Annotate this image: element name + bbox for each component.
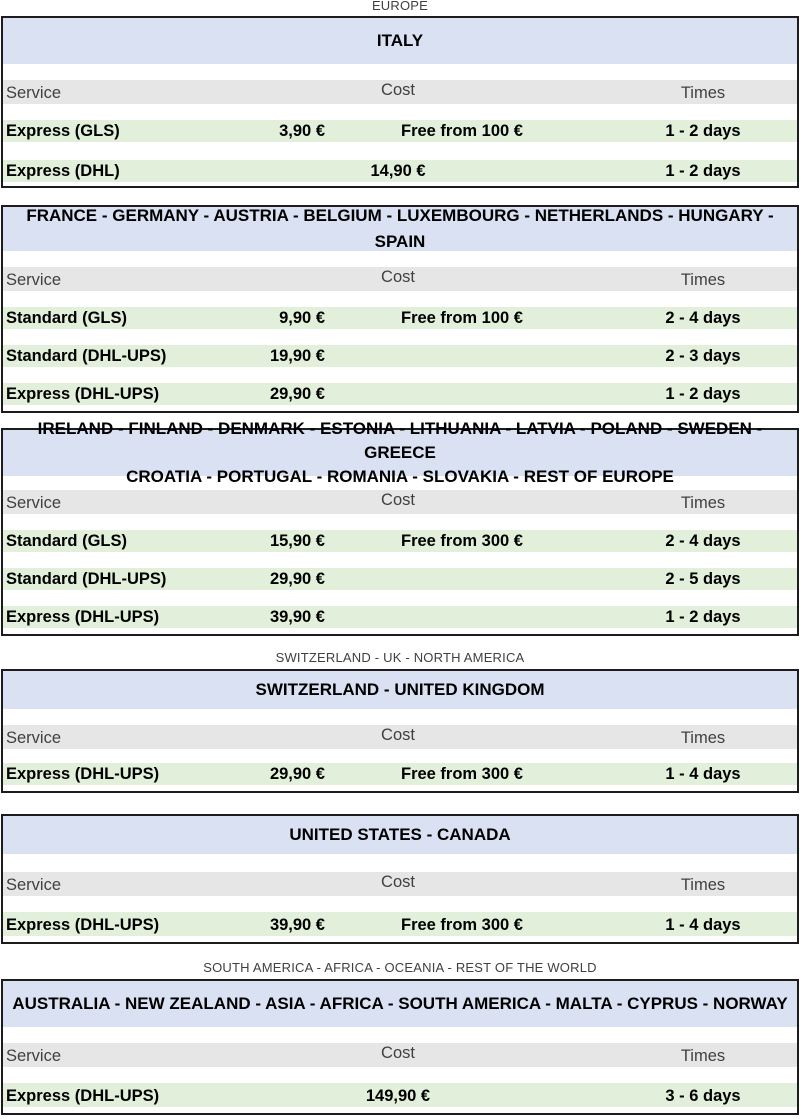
- row-service: Standard (GLS): [6, 309, 128, 327]
- table-title: ITALY: [3, 18, 797, 64]
- row-service: Express (GLS): [6, 122, 120, 140]
- table-header-row: [3, 490, 797, 514]
- header-times: Times: [680, 729, 726, 747]
- table-header-row: [3, 725, 797, 749]
- header-times: Times: [680, 494, 726, 512]
- header-cost: Cost: [381, 268, 415, 286]
- table-title: IRELAND - FINLAND - DENMARK - ESTONIA - LITHUANIA - LATVIA - POLAND - SWEDEN - GREECE CROATIA - PORTUGAL - ROMANIA - SLOVAKIA - REST OF EUROPE: [3, 430, 797, 476]
- shipping-table-eu-group-2: [1, 419, 799, 636]
- row-service: Express (DHL-UPS): [6, 385, 160, 403]
- row-free-threshold: Free from 100 €: [401, 122, 523, 140]
- region-label-switzerland-uk-north-america: SWITZERLAND - UK - NORTH AMERICA: [275, 650, 525, 665]
- row-times: 2 - 5 days: [665, 570, 741, 588]
- row-times: 1 - 2 days: [665, 385, 741, 403]
- row-times: 1 - 4 days: [665, 916, 741, 934]
- shipping-table-switzerland-uk: [1, 669, 799, 793]
- table-title: SWITZERLAND - UNITED KINGDOM: [3, 671, 797, 709]
- row-service: Express (DHL-UPS): [6, 608, 160, 626]
- row-free-threshold: Free from 300 €: [401, 916, 523, 934]
- table-row: [3, 568, 797, 590]
- row-price: 29,90 €: [269, 570, 325, 588]
- row-price: 29,90 €: [269, 385, 325, 403]
- table-row: [3, 120, 797, 142]
- table-row: [3, 763, 797, 785]
- row-service: Express (DHL-UPS): [6, 916, 160, 934]
- row-price: 15,90 €: [269, 532, 325, 550]
- header-times: Times: [680, 271, 726, 289]
- row-price: 39,90 €: [269, 608, 325, 626]
- region-label-rest-of-world: SOUTH AMERICA - AFRICA - OCEANIA - REST OF THE WORLD: [203, 960, 597, 975]
- shipping-table-rest-of-world: [1, 979, 799, 1115]
- table-row: [3, 912, 797, 936]
- table-title: UNITED STATES - CANADA: [3, 816, 797, 854]
- region-label-europe: EUROPE: [371, 0, 429, 13]
- row-service: Express (DHL): [6, 162, 120, 180]
- row-free-threshold: Free from 300 €: [401, 532, 523, 550]
- header-cost: Cost: [381, 873, 415, 891]
- table-row: [3, 383, 797, 405]
- header-cost: Cost: [381, 1044, 415, 1062]
- row-service: Standard (DHL-UPS): [6, 347, 167, 365]
- row-price: 29,90 €: [269, 765, 325, 783]
- header-service: Service: [6, 1047, 62, 1065]
- header-cost: Cost: [381, 726, 415, 744]
- row-price: 14,90 €: [370, 162, 426, 180]
- row-times: 2 - 3 days: [665, 347, 741, 365]
- row-price: 39,90 €: [269, 916, 325, 934]
- row-price: 3,90 €: [279, 122, 325, 140]
- table-row: [3, 160, 797, 182]
- table-header-row: [3, 80, 797, 104]
- header-times: Times: [680, 876, 726, 894]
- shipping-table-us-canada: [1, 814, 799, 944]
- row-price: 149,90 €: [365, 1087, 431, 1105]
- table-title: AUSTRALIA - NEW ZEALAND - ASIA - AFRICA - SOUTH AMERICA - MALTA - CYPRUS - NORWAY: [3, 981, 797, 1027]
- row-times: 1 - 2 days: [665, 162, 741, 180]
- row-free-threshold: Free from 100 €: [401, 309, 523, 327]
- row-price: 19,90 €: [269, 347, 325, 365]
- row-times: 2 - 4 days: [665, 532, 741, 550]
- header-cost: Cost: [381, 491, 415, 509]
- table-row: [3, 530, 797, 552]
- row-service: Standard (GLS): [6, 532, 128, 550]
- header-cost: Cost: [381, 81, 415, 99]
- header-service: Service: [6, 494, 62, 512]
- header-service: Service: [6, 876, 62, 894]
- row-times: 3 - 6 days: [665, 1087, 741, 1105]
- row-service: Standard (DHL-UPS): [6, 570, 167, 588]
- header-times: Times: [680, 1047, 726, 1065]
- header-service: Service: [6, 729, 62, 747]
- shipping-table-eu-group-1: [1, 205, 799, 413]
- row-times: 1 - 2 days: [665, 122, 741, 140]
- table-row: [3, 307, 797, 329]
- header-times: Times: [680, 84, 726, 102]
- table-row: [3, 1083, 797, 1107]
- row-service: Express (DHL-UPS): [6, 1087, 160, 1105]
- header-service: Service: [6, 84, 62, 102]
- row-free-threshold: Free from 300 €: [401, 765, 523, 783]
- shipping-table-italy: [1, 16, 799, 188]
- row-price: 9,90 €: [279, 309, 325, 327]
- header-service: Service: [6, 271, 62, 289]
- row-times: 1 - 2 days: [665, 608, 741, 626]
- table-row: [3, 345, 797, 367]
- table-header-row: [3, 872, 797, 896]
- table-header-row: [3, 1043, 797, 1067]
- row-times: 1 - 4 days: [665, 765, 741, 783]
- table-row: [3, 606, 797, 628]
- row-times: 2 - 4 days: [665, 309, 741, 327]
- table-title: FRANCE - GERMANY - AUSTRIA - BELGIUM - LUXEMBOURG - NETHERLANDS - HUNGARY - SPAIN: [3, 207, 797, 251]
- row-service: Express (DHL-UPS): [6, 765, 160, 783]
- table-header-row: [3, 267, 797, 291]
